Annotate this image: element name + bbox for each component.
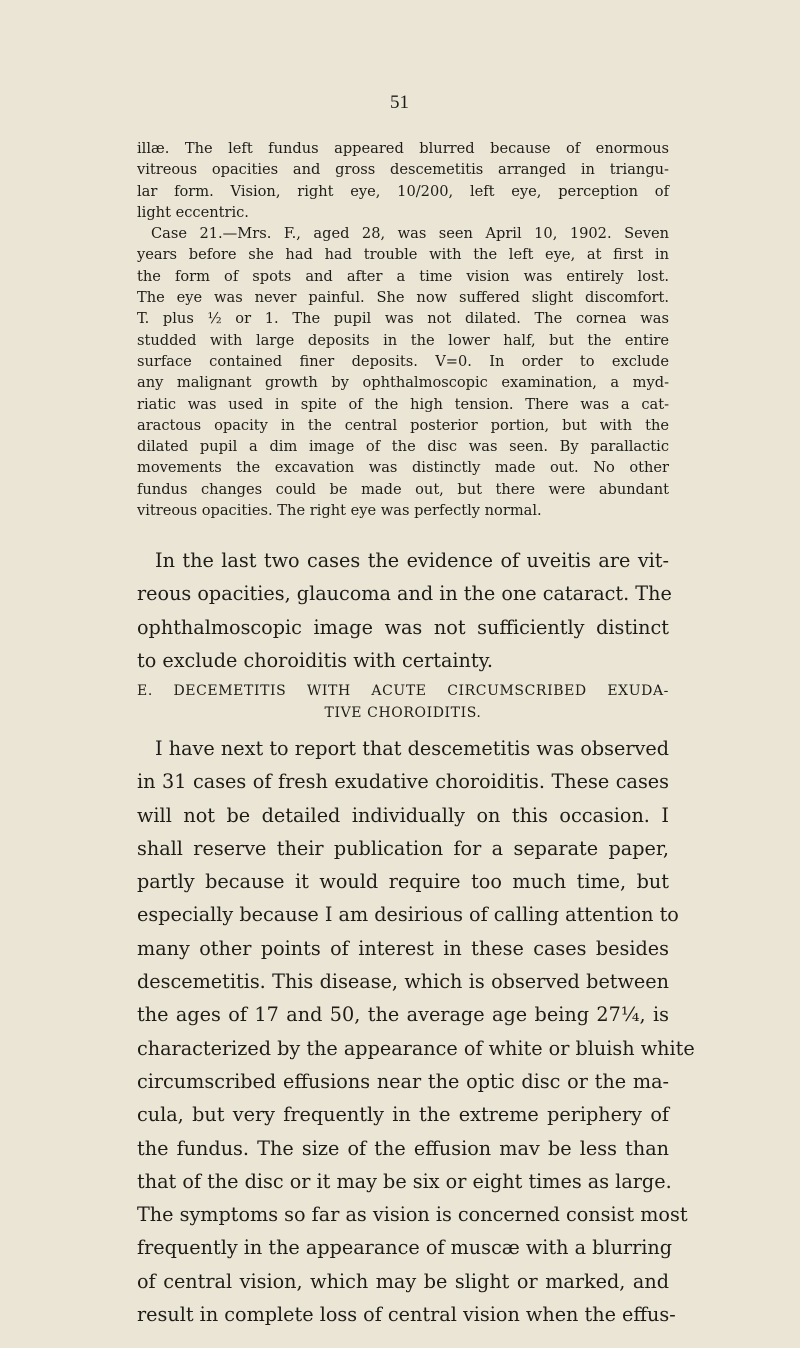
text-line: to exclude choroiditis with certainty.	[137, 648, 493, 672]
text-line: that of the disc or it may be six or eight times as large.	[137, 1169, 672, 1193]
text-line: riatic was used in spite of the high tension. There was a cat-	[137, 395, 669, 413]
text-line: circumscribed effusions near the optic disc or the ma-	[137, 1069, 669, 1093]
text-line: aractous opacity in the central posterior portion, but with the	[137, 416, 669, 434]
text-line: ophthalmoscopic image was not sufficiently distinct	[137, 615, 669, 639]
text-line: characterized by the appearance of white or bluish white	[137, 1036, 695, 1060]
text-line: surface contained finer deposits. V=0. In order to exclude	[137, 352, 669, 370]
heading-line: TIVE CHOROIDITIS.	[324, 705, 482, 721]
text-line: lar form. Vision, right eye, 10/200, left eye, perception of	[137, 182, 669, 200]
text-line: fundus changes could be made out, but there were abundant	[137, 480, 669, 498]
text-line: shall reserve their publication for a separate paper,	[137, 836, 669, 860]
text-line: T. plus ½ or 1. The pupil was not dilated. The cornea was	[137, 310, 669, 328]
section-heading	[137, 680, 669, 724]
text-line: movements the excavation was distinctly made out. No other	[137, 459, 669, 477]
text-line: dilated pupil a dim image of the disc was seen. By parallactic	[137, 438, 669, 456]
text-line: in 31 cases of fresh exudative choroiditis. These cases	[137, 770, 669, 794]
text-line: light eccentric.	[137, 203, 249, 221]
summary-paragraph	[137, 544, 672, 677]
text-line: The symptoms so far as vision is concerned consist most	[137, 1203, 688, 1227]
text-line: Case 21.—Mrs. F., aged 28, was seen April 10, 1902. Seven	[151, 225, 669, 243]
text-line: vitreous opacities and gross descemetitis arranged in triangu-	[137, 161, 669, 179]
text-line: the form of spots and after a time vision was entirely lost.	[137, 267, 669, 285]
text-line: frequently in the appearance of muscæ with a blurring	[137, 1236, 673, 1260]
text-line: In the last two cases the evidence of uveitis are vit-	[155, 549, 669, 572]
text-line: descemetitis. This disease, which is observed between	[137, 970, 669, 994]
text-line: studded with large deposits in the lower half, but the entire	[137, 331, 669, 349]
text-line: vitreous opacities. The right eye was perfectly normal.	[137, 502, 542, 520]
text-line: result in complete loss of central vision when the effus-	[137, 1303, 676, 1327]
text-line: partly because it would require too much time, but	[137, 870, 669, 894]
text-line: years before she had had trouble with the left eye, at first in	[137, 246, 669, 264]
text-line: I have next to report that descemetitis was observed	[155, 737, 669, 760]
text-line: especially because I am desirious of calling attention to	[137, 903, 679, 927]
text-line: will not be detailed individually on this occasion. I	[137, 803, 669, 827]
text-line: the fundus. The size of the effusion mav be less than	[137, 1136, 669, 1160]
heading-line: E. DECEMETITIS WITH ACUTE CIRCUMSCRIBED EXUDA-	[137, 683, 669, 699]
text-line: the ages of 17 and 50, the average age being 27¼, is	[137, 1003, 669, 1027]
text-line: many other points of interest in these cases besides	[137, 936, 669, 960]
text-line: reous opacities, glaucoma and in the one cataract. The	[137, 582, 672, 606]
page-number: 51	[390, 92, 409, 113]
text-line: The eye was never painful. She now suffered slight discomfort.	[137, 289, 669, 307]
text-line: any malignant growth by ophthalmoscopic examination, a myd-	[137, 374, 669, 392]
text-line: illæ. The left fundus appeared blurred because of enormous	[137, 140, 669, 157]
case-report-text	[137, 138, 669, 521]
body-paragraph	[137, 732, 695, 1331]
text-line: cula, but very frequently in the extreme periphery of	[137, 1103, 669, 1127]
text-line: of central vision, which may be slight or marked, and	[137, 1269, 669, 1293]
